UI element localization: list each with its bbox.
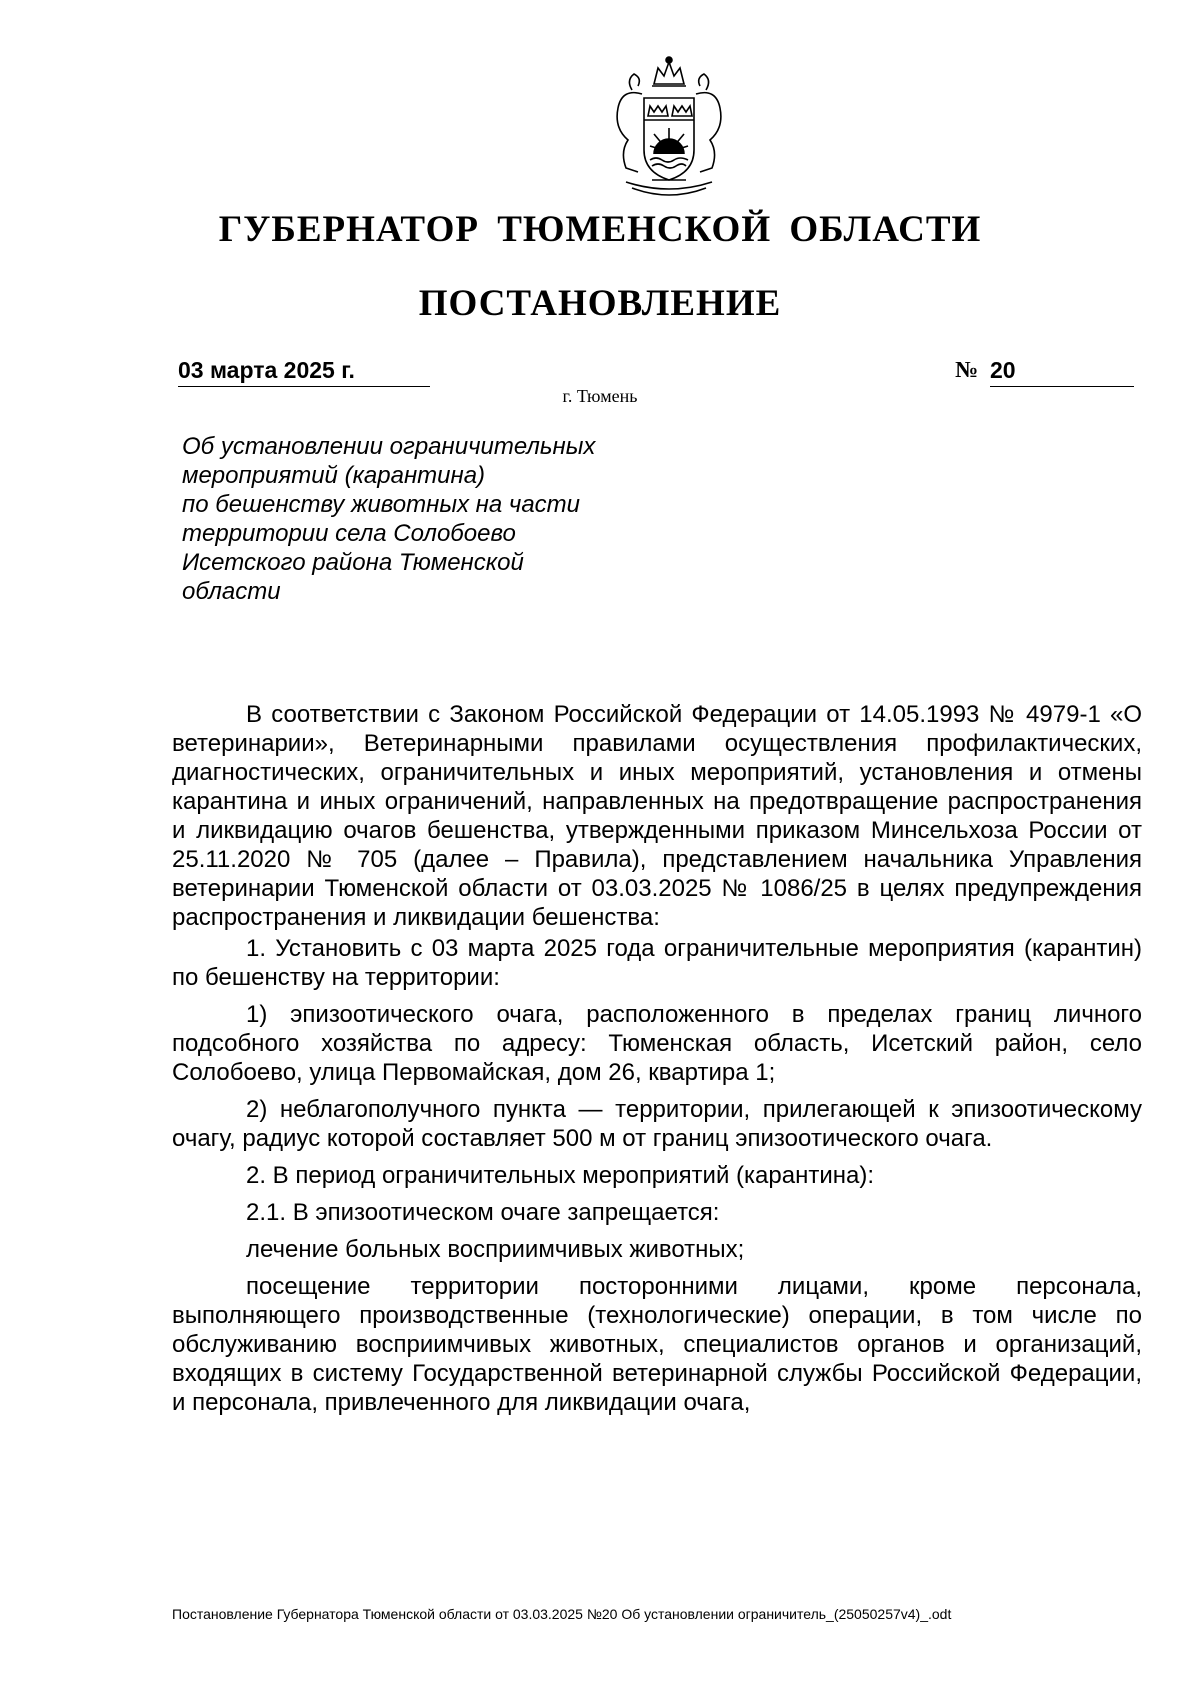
paragraph-item-1-1: 1) эпизоотического очага, расположенного в пределах границ личного подсобного хозяйства по адресу: Тюменская область, Исетский район, село Солобоево, улица Первомайская, дом 26, квартира 1;: [172, 1001, 1142, 1086]
paragraph-preamble: В соответствии с Законом Российской Федерации от 14.05.1993 № 4979-1 «О ветеринарии», Ветеринарными правилами осуществления профилактических, диагностических, ограничительных и иных мероприятий, установления и отмены карантина и иных ограничений, направленных на предотвращение распространения и ликвидацию очагов бешенства, утвержденными приказом Минсельхоза России от 25.11.2020 № 705 (далее – Правила), представлением начальника Управления ветеринарии Тюменской области от 03.03.2025 № 1086/25 в целях предупреждения распространения и ликвидации бешенства:: [172, 701, 1142, 931]
subject-line: территории села Солобоево: [182, 520, 516, 547]
subject-line: мероприятий (карантина): [182, 462, 486, 489]
document-number: [990, 356, 1134, 387]
city: г. Тюмень: [562, 386, 638, 406]
paragraph-item-2-1: 2.1. В эпизоотическом очаге запрещается:: [246, 1199, 720, 1226]
authority-title: ГУБЕРНАТОР ТЮМЕНСКОЙ ОБЛАСТИ: [218, 209, 982, 250]
subject-line: Исетского района Тюменской: [182, 549, 524, 576]
page-footer: Постановление Губернатора Тюменской области от 03.03.2025 №20 Об установлении ограничитель_(25050257v4)_.odt: [172, 1606, 952, 1622]
document-subject: [182, 432, 652, 606]
paragraph-item-1-2: 2) неблагополучного пункта — территории, прилегающей к эпизоотическому очагу, радиус которой составляет 500 м от границ эпизоотического очага.: [172, 1096, 1142, 1152]
document-date: [178, 356, 430, 387]
document-type: ПОСТАНОВЛЕНИЕ: [418, 283, 782, 324]
subject-line: по бешенству животных на части: [182, 491, 581, 518]
number-sign: №: [955, 357, 979, 382]
number-value: 20: [990, 357, 1016, 383]
paragraph-item-1: 1. Установить с 03 марта 2025 года ограничительные мероприятия (карантин) по бешенству на территории:: [172, 935, 1142, 991]
paragraph-item-2: 2. В период ограничительных мероприятий (карантина):: [246, 1162, 875, 1189]
date-value: 03 марта 2025 г.: [178, 357, 355, 383]
subject-line: области: [182, 578, 281, 605]
paragraph-prohibition-1: лечение больных восприимчивых животных;: [246, 1236, 745, 1263]
document-body: [172, 700, 1142, 1425]
paragraph-prohibition-2: посещение территории посторонними лицами, кроме персонала, выполняющего производственные (технологические) операции, в том числе по обслуживанию восприимчивых животных, специалистов органов и организаций, входящих в систему Государственной ветеринарной службы Российской Федерации, и персонала, привлеченного для ликвидации очага,: [172, 1273, 1142, 1416]
coat-of-arms-icon: [592, 54, 746, 208]
subject-line: Об установлении ограничительных: [182, 433, 596, 460]
